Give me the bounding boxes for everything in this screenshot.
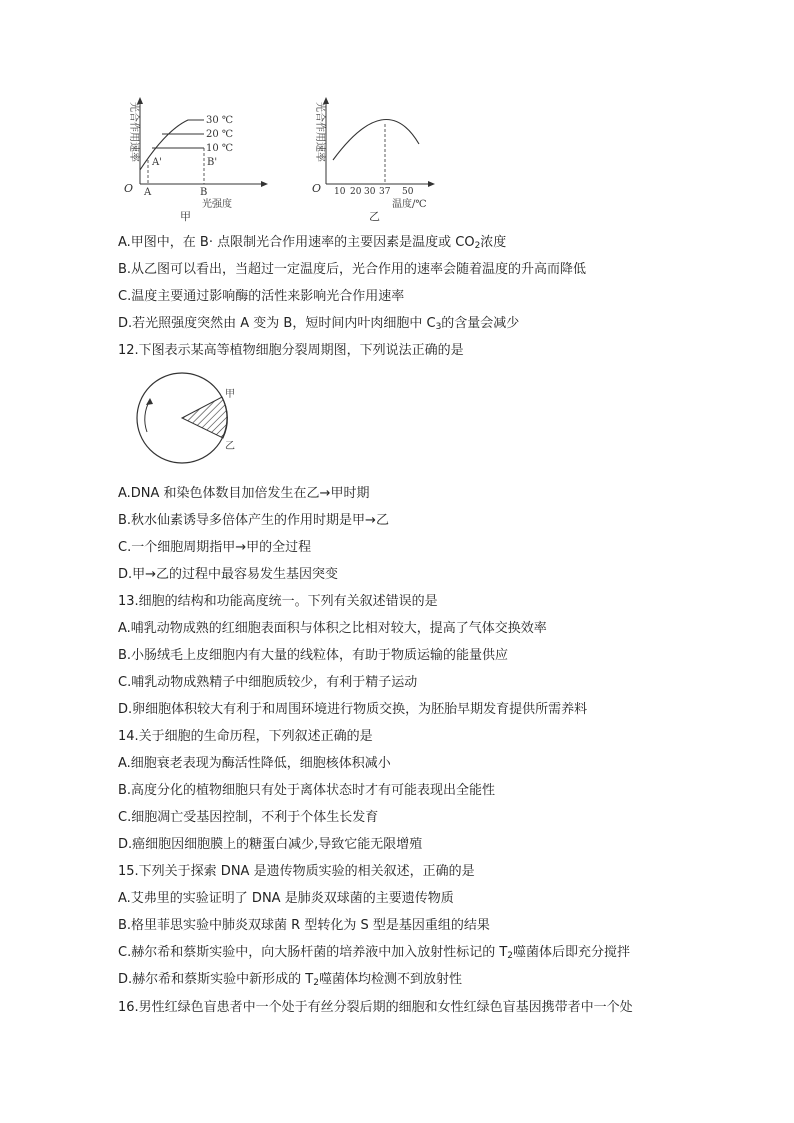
q15-stem: 15.下列关于探索 DNA 是遗传物质实验的相关叙述，正确的是 — [118, 864, 475, 879]
label-20c: 20 ℃ — [206, 129, 234, 140]
figure-yi — [306, 94, 456, 224]
figure-caption: 乙 — [369, 210, 380, 223]
q11-option-a-text: A.甲图中，在 B· 点限制光合作用速率的主要因素是温度或 CO — [118, 235, 475, 250]
label-30c: 30 ℃ — [206, 115, 234, 126]
label-10c: 10 ℃ — [206, 143, 234, 154]
tick-10: 10 — [334, 187, 346, 197]
q13-stem: 13.细胞的结构和功能高度统一。下列有关叙述错误的是 — [118, 594, 438, 609]
tick-50: 50 — [402, 187, 414, 197]
x-axis-label: 温度/℃ — [392, 199, 427, 210]
q13-option-b: B.小肠绒毛上皮细胞内有大量的线粒体，有助于物质运输的能量供应 — [118, 648, 509, 663]
subscript: 2 — [507, 951, 514, 961]
q14-option-a: A.细胞衰老表现为酶活性降低，细胞核体积减小 — [118, 756, 391, 771]
q15-option-c — [118, 945, 630, 961]
label-b: B — [200, 187, 208, 198]
figure-jia — [116, 94, 276, 224]
q12-option-d: D.甲→乙的过程中最容易发生基因突变 — [118, 567, 339, 582]
q11-option-d-text: D.若光照强度突然由 A 变为 B，短时间内叶肉细胞中 C — [118, 316, 436, 331]
temperature-curve — [333, 120, 419, 161]
q15-option-c-tail: 噬菌体后即充分搅拌 — [513, 945, 631, 960]
q12-option-c: C.一个细胞周期指甲→甲的全过程 — [118, 540, 312, 555]
y-axis-label: 光合作用速率 — [128, 102, 139, 162]
q11-option-d-tail: 的含量会减少 — [441, 316, 520, 331]
curve-30 — [140, 120, 204, 170]
origin-label: O — [312, 182, 322, 195]
origin-label: O — [124, 182, 134, 195]
q15-option-d-text: D.赫尔希和蔡斯实验中新形成的 T — [118, 972, 314, 987]
q15-option-d — [118, 972, 462, 988]
label-a-prime: A' — [152, 157, 162, 168]
q14-stem: 14.关于细胞的生命历程，下列叙述正确的是 — [118, 729, 373, 744]
q16-stem: 16.男性红绿色盲患者中一个处于有丝分裂后期的细胞和女性红绿色盲基因携带者中一个处 — [118, 1000, 633, 1015]
q12-stem: 12.下图表示某高等植物细胞分裂周期图，下列说法正确的是 — [118, 343, 464, 358]
label-a: A — [144, 187, 152, 198]
q11-option-c: C.温度主要通过影响酶的活性来影响光合作用速率 — [118, 289, 405, 304]
q14-option-d: D.癌细胞因细胞膜上的糖蛋白减少,导致它能无限增殖 — [118, 837, 423, 852]
q11-option-a — [118, 235, 506, 251]
direction-arrow — [146, 398, 153, 405]
tick-20: 20 — [350, 187, 362, 197]
figure-caption: 甲 — [180, 210, 191, 223]
q12-option-a: A.DNA 和染色体数目加倍发生在乙→甲时期 — [118, 486, 370, 501]
x-axis-label: 光强度 — [202, 199, 232, 210]
subscript: 2 — [313, 978, 319, 988]
q15-option-d-tail: 噬菌体均检测不到放射性 — [318, 972, 462, 987]
q14-option-c: C.细胞凋亡受基因控制，不利于个体生长发育 — [118, 810, 379, 825]
label-b-prime: B' — [207, 157, 218, 168]
q13-option-d: D.卵细胞体积较大有利于和周围环境进行物质交换，为胚胎早期发育提供所需养料 — [118, 702, 588, 717]
hatched-sector — [182, 397, 227, 438]
label-yi: 乙 — [225, 441, 235, 452]
subscript: 3 — [435, 322, 442, 332]
tick-37: 37 — [379, 187, 391, 197]
subscript: 2 — [474, 241, 481, 251]
q13-option-a: A.哺乳动物成熟的红细胞表面积与体积之比相对较大，提高了气体交换效率 — [118, 621, 547, 636]
q13-option-c: C.哺乳动物成熟精子中细胞质较少，有利于精子运动 — [118, 675, 418, 690]
q12-option-b: B.秋水仙素诱导多倍体产生的作用时期是甲→乙 — [118, 513, 389, 528]
q14-option-b: B.高度分化的植物细胞只有处于离体状态时才有可能表现出全能性 — [118, 783, 496, 798]
y-axis-label: 光合作用速率 — [314, 102, 325, 162]
label-jia: 甲 — [225, 389, 235, 400]
q11-option-b: B.从乙图可以看出，当超过一定温度后，光合作用的速率会随着温度的升高而降低 — [118, 262, 587, 277]
q15-option-a: A.艾弗里的实验证明了 DNA 是肺炎双球菌的主要遗传物质 — [118, 891, 454, 906]
q11-option-d — [118, 316, 519, 332]
x-axis-arrow — [428, 181, 435, 187]
cell-cycle-figure — [125, 370, 255, 470]
x-axis-arrow — [261, 181, 268, 187]
q11-option-a-tail: 浓度 — [480, 235, 507, 250]
q15-option-c-text: C.赫尔希和蔡斯实验中，向大肠杆菌的培养液中加入放射性标记的 T — [118, 945, 508, 960]
q15-option-b: B.格里菲思实验中肺炎双球菌 R 型转化为 S 型是基因重组的结果 — [118, 918, 490, 933]
tick-30: 30 — [364, 187, 376, 197]
